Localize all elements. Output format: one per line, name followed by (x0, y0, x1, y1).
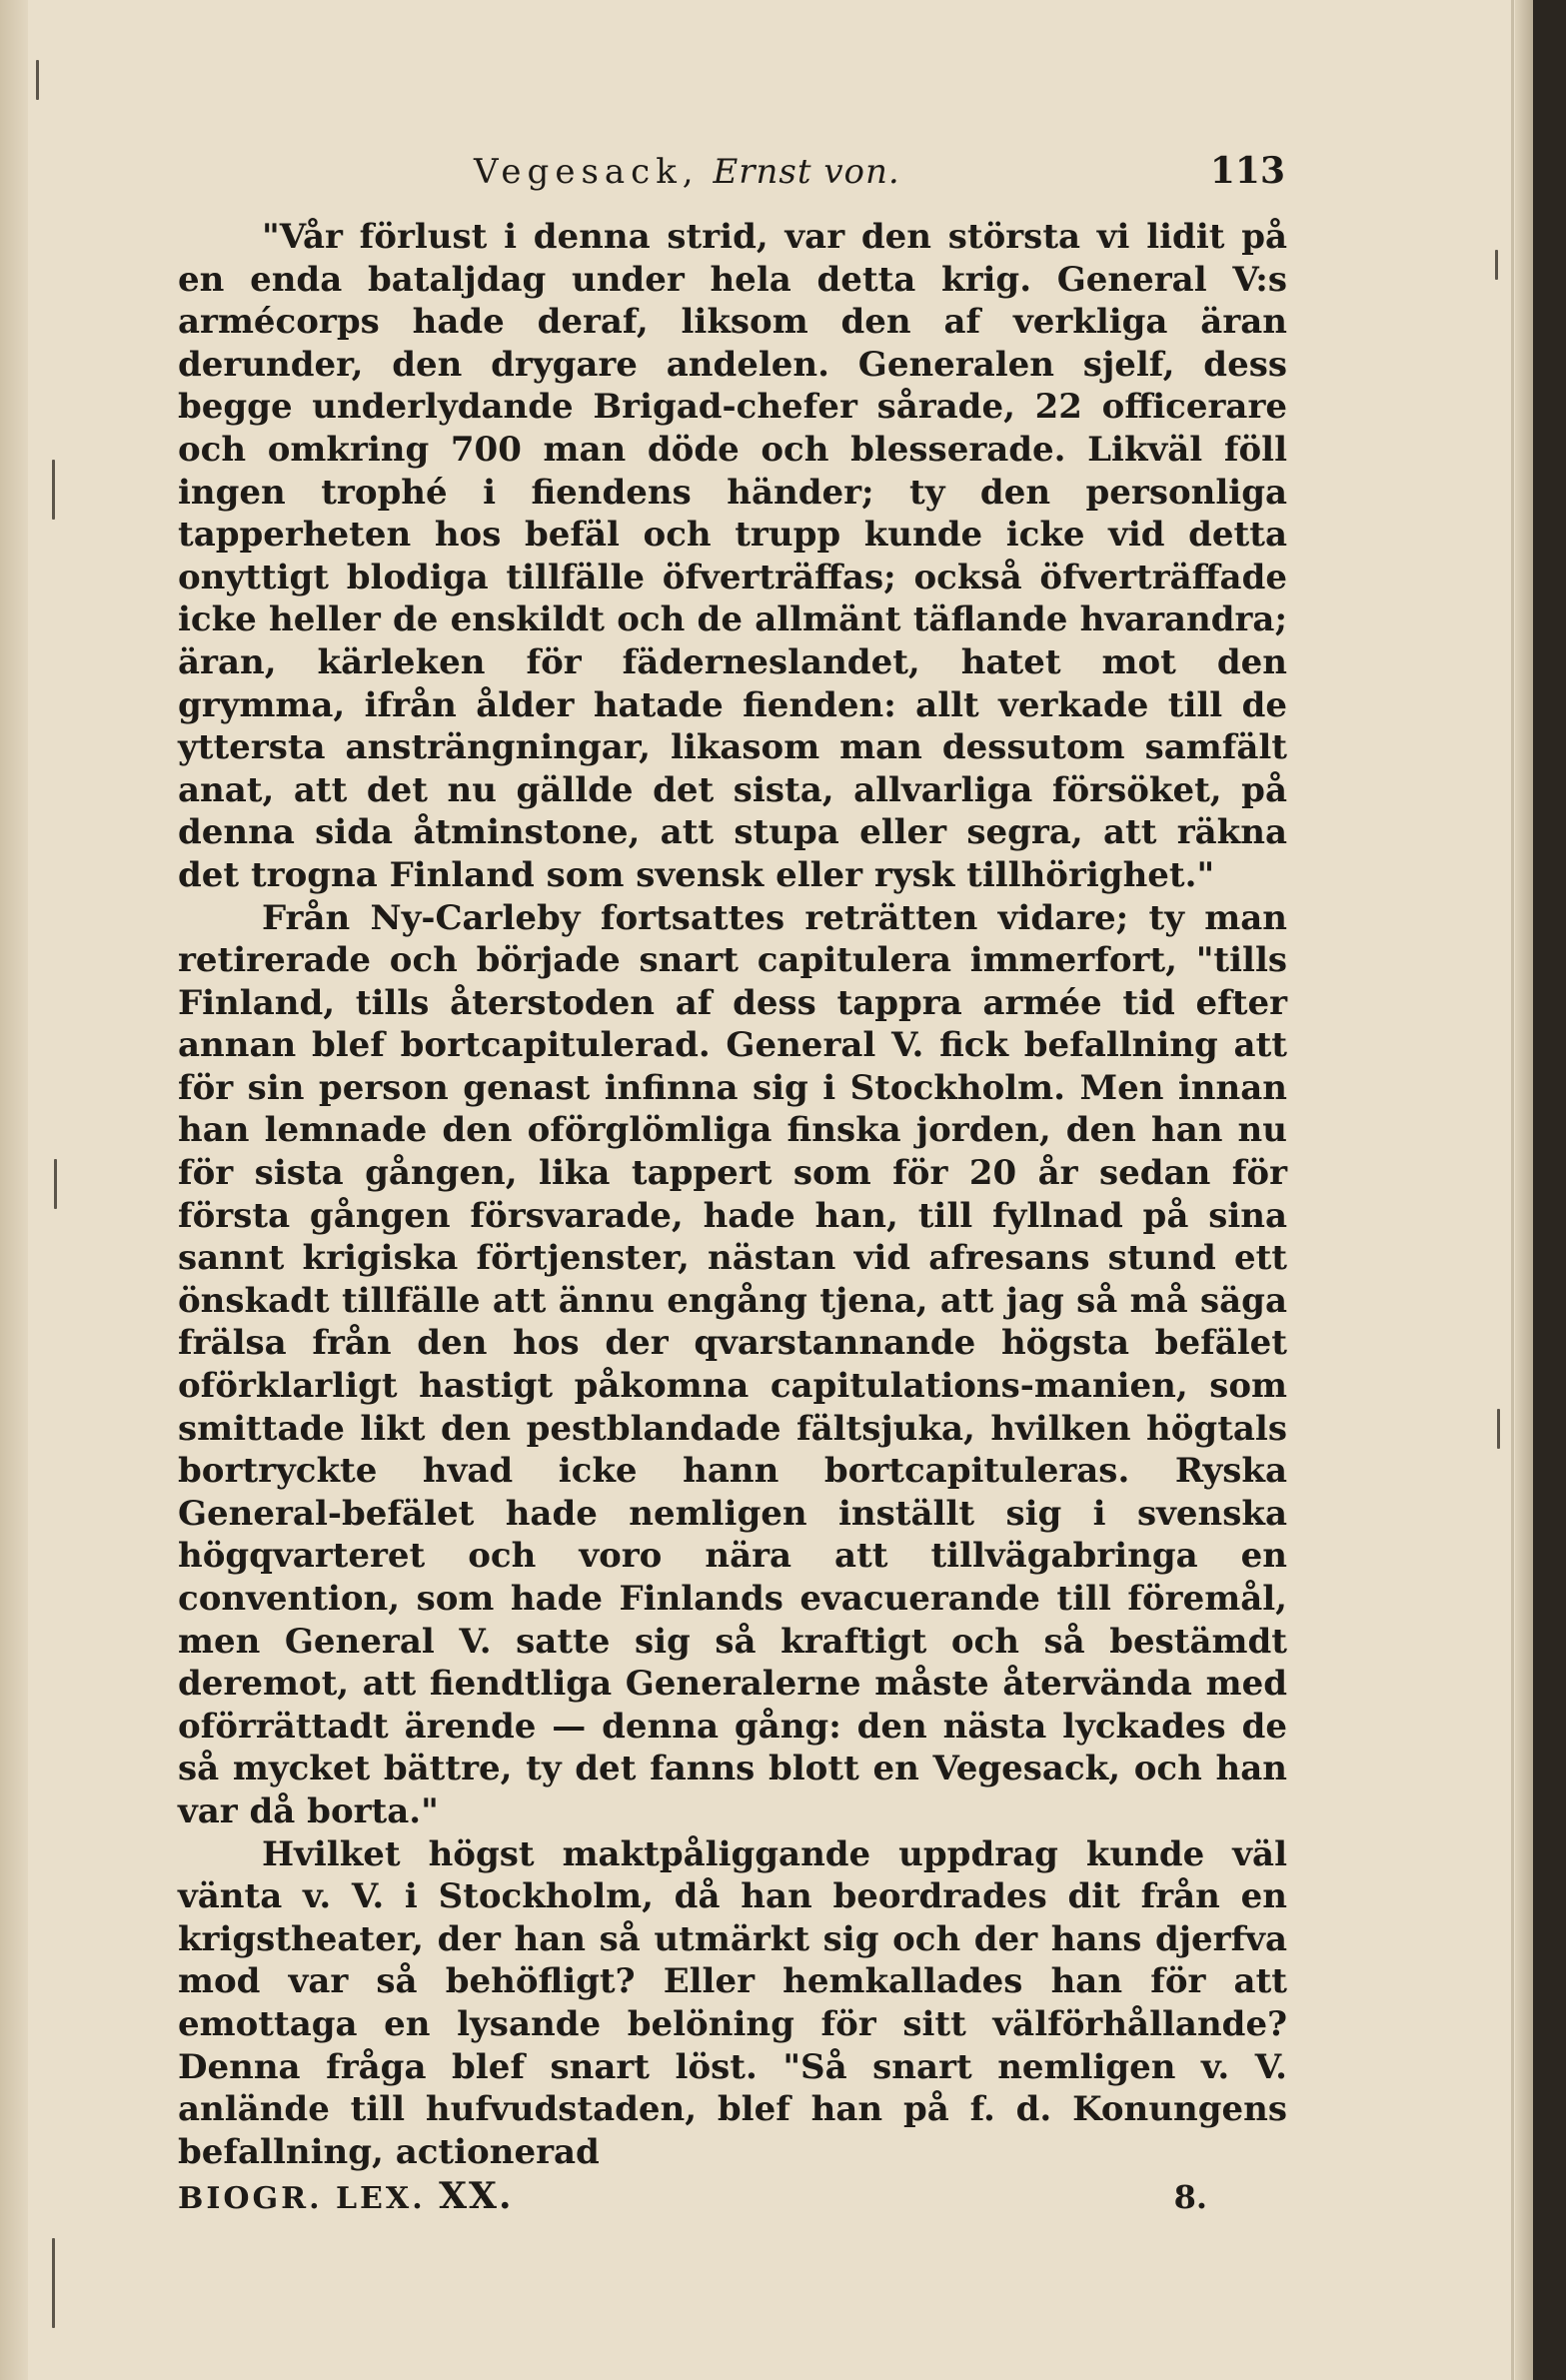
running-head-title (474, 152, 900, 192)
page-left-edge (0, 0, 28, 2380)
page-footer (178, 2175, 1287, 2219)
scan-speck (36, 60, 39, 100)
page-fold-line (1511, 0, 1514, 2380)
signature-label: BIOGR. LEX. (178, 2181, 426, 2217)
running-head-given-name: Ernst von. (713, 152, 900, 192)
page-number: 113 (1209, 150, 1285, 192)
volume-number: XX. (439, 2175, 514, 2218)
scan-speck (52, 460, 55, 520)
book-cover-edge (1533, 0, 1566, 2380)
signature-mark (178, 2175, 514, 2217)
paragraph-quote-battle: "Vår förlust i denna strid, var den största vi lidit på en enda bataljdag under hela detta krig. General V:s armécorps hade deraf, liksom den af verkliga äran derunder, den drygare andelen. Generalen sjelf, dess begge underlydande Brigad-chefer sårade, 22 officerare och omkring 700 man döde och blesserade. Likväl föll ingen trophé i fiendens händer; ty den personliga tapperheten hos befäl och trupp kunde icke vid detta onyttigt blodiga tillfälle öfverträffas; också öfverträffade icke heller de enskildt och de allmänt täflande hvarandra; äran, kärleken för fäderneslandet, hatet mot den grymma, ifrån ålder hatade fienden: allt verkade till de yttersta ansträngningar, likasom man dessutom samfält anat, att det nu gällde det sista, allvarliga försöket, på denna sida åtminstone, att stupa eller segra, att räkna det trogna Finland som svensk eller rysk tillhörighet." (178, 217, 1287, 895)
paragraph-retreat: Från Ny-Carleby fortsattes reträtten vidare; ty man retirerade och började snart capitulera immerfort, "tills Finland, tills återstoden af dess tappra armée tid efter annan blef bortcapitulerad. General V. fick befallning att för sin person genast infinna sig i Stockholm. Men innan han lemnade den oförglömliga finska jorden, den han nu för sista gången, lika tappert som för 20 år sedan för första gången försvarade, hade han, till fyllnad på sina sannt krigiska förtjenster, nästan vid afresans stund ett önskadt tillfälle att ännu engång tjena, att jag så må säga frälsa från den hos der qvarstannande högsta befälet oförklarligt hastigt påkomna capitulations-manien, som smittade likt den pestblandade fältsjuka, hvilken högtals bortryckte hvad icke hann bortcapituleras. Ryska General-befälet hade nemligen inställt sig i svenska högqvarteret och voro nära att tillvägabringa en convention, som hade Finlands evacuerande till föremål, men General V. satte sig så kraftigt och så bestämdt deremot, att fiendtliga Generalerne måste återvända med oförrättadt ärende — denna gång: den nästa lyckades de så mycket bättre, ty det fanns blott en Vegesack, och han var då borta." (178, 897, 1287, 1831)
running-head-surname: Vegesack, (474, 152, 700, 192)
scan-speck (1495, 250, 1498, 280)
page-content (178, 150, 1287, 2219)
sheet-number: 8. (1173, 2178, 1207, 2217)
scan-speck (52, 2238, 55, 2328)
scan-speck (54, 1159, 57, 1209)
page-gutter (1515, 0, 1533, 2380)
scan-speck (1497, 1409, 1500, 1449)
running-head (178, 150, 1287, 198)
paragraph-stockholm: Hvilket högst maktpåliggande uppdrag kunde väl vänta v. V. i Stockholm, då han beordrades dit från en krigstheater, der han så utmärkt sig och der hans djerfva mod var så behöfligt? Eller hemkallades han för att emottaga en lysande belöning för sitt välförhållande? Denna fråga blef snart löst. "Så snart nemligen v. V. anlände till hufvudstaden, blef han på f. d. Konungens befallning, actionerad (178, 1833, 1287, 2172)
